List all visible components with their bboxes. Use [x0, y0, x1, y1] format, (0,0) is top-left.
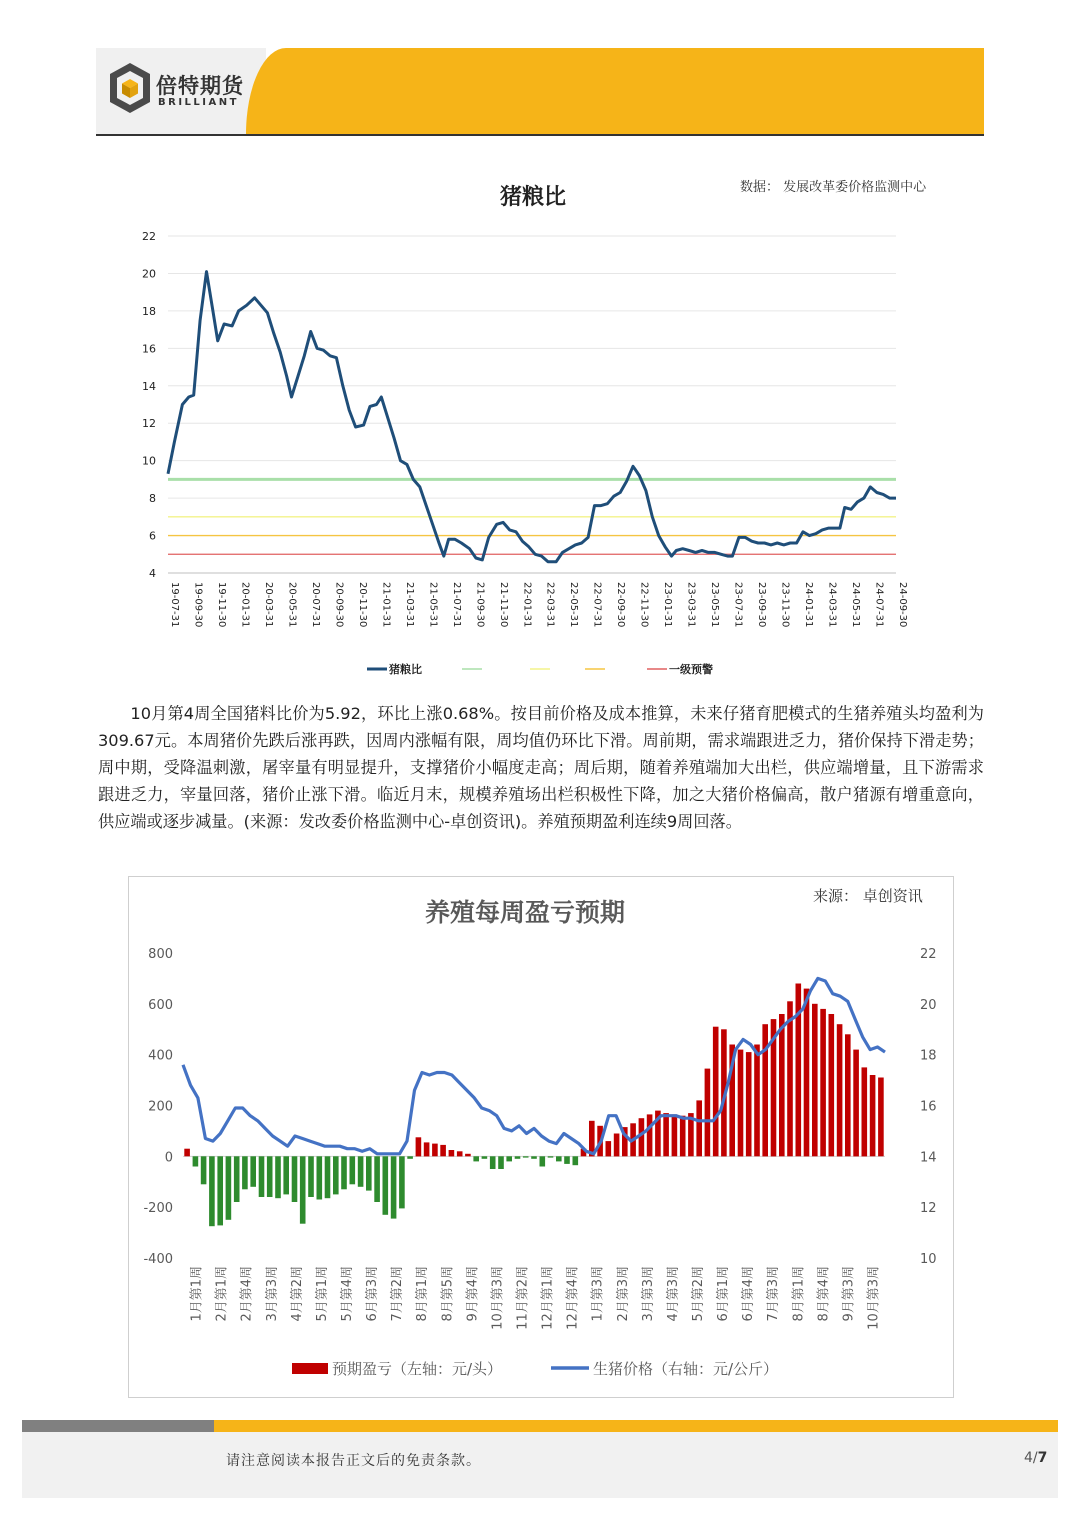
- chart2-profit-bar: [845, 1034, 851, 1156]
- chart1-x-tick: 24-05-31: [850, 582, 862, 628]
- chart2-profit-bar: [705, 1069, 711, 1157]
- chart2-x-tick: 10月第3周: [866, 1266, 882, 1330]
- chart1-x-tick: 21-11-30: [497, 582, 509, 628]
- chart2-profit-bar: [573, 1156, 579, 1165]
- chart2-profit-bar: [523, 1156, 529, 1157]
- chart2-x-tick: 5月第1周: [314, 1266, 330, 1322]
- chart1-x-tick: 22-05-31: [568, 582, 580, 628]
- chart2-profit-bar: [184, 1149, 190, 1157]
- chart2-profit-bar: [465, 1154, 471, 1157]
- chart2-profit-bar: [432, 1144, 438, 1157]
- chart1-x-tick: 20-03-31: [262, 582, 274, 628]
- chart2-x-tick: 6月第3周: [365, 1266, 381, 1322]
- chart2-profit-bar: [531, 1156, 537, 1159]
- chart2-legend-bar-swatch: [292, 1363, 328, 1374]
- chart2-profit-bar: [556, 1156, 562, 1161]
- chart2-profit-bar: [399, 1156, 405, 1208]
- chart2-x-tick: 10月第3周: [490, 1266, 506, 1330]
- chart2-x-tick: 3月第3周: [264, 1266, 280, 1322]
- chart1-x-tick: 21-01-31: [380, 582, 392, 628]
- chart1-x-tick: 23-09-30: [756, 582, 768, 628]
- chart1-x-tick: 19-11-30: [215, 582, 227, 628]
- chart2-profit-bar: [680, 1116, 686, 1157]
- chart2-profit-bar: [242, 1156, 248, 1189]
- chart1-x-tick: 20-05-31: [286, 582, 298, 628]
- pig-grain-ratio-chart: [130, 170, 960, 690]
- chart2-x-tick: 12月第4周: [565, 1266, 581, 1330]
- chart2-profit-bar: [506, 1156, 512, 1161]
- chart2-x-tick: 5月第4周: [339, 1266, 355, 1322]
- chart2-profit-bar: [548, 1156, 554, 1157]
- chart1-x-tick: 22-11-30: [638, 582, 650, 628]
- chart2-profit-bar: [762, 1024, 768, 1156]
- footer-yellow-bar: [214, 1420, 1058, 1432]
- header-rule: [96, 134, 984, 136]
- chart1-y-tick: 22: [142, 230, 156, 243]
- chart1-y-tick: 4: [149, 567, 156, 580]
- analysis-paragraph: 10月第4周全国猪料比价为5.92，环比上涨0.68%。按目前价格及成本推算，未来仔猪育肥模式的生猪养殖头均盈利为309.67元。本周猪价先跌后涨再跌，因周内涨幅有限，周均值仍环比下滑。周前期，需求端跟进乏力，猪价保持下滑走势；周中期，受降温刺激，屠宰量有明显提升，支撑猪价小幅度走高；周后期，随着养殖端加大出栏，供应端增量，且下游需求跟进乏力，宰量回落，猪价止涨下滑。临近月末，规模养殖场出栏积极性下降，加之大猪价格偏高，散户猪源有增重意向，供应端或逐步减量。(来源：发改委价格监测中心-卓创资讯)。养殖预期盈利连续9周回落。: [98, 704, 984, 831]
- chart2-profit-bar: [515, 1156, 521, 1159]
- chart2-x-tick: 2月第1周: [214, 1266, 230, 1322]
- chart1-x-tick: 24-03-31: [826, 582, 838, 628]
- chart1-x-tick: 22-07-31: [591, 582, 603, 628]
- chart2-profit-bar: [341, 1156, 347, 1189]
- logo-english-name: BRILLIANT: [158, 97, 239, 108]
- chart2-left-y-tick: 0: [164, 1150, 173, 1166]
- chart2-profit-bar: [837, 1024, 843, 1156]
- chart2-profit-bar: [283, 1156, 289, 1194]
- chart1-y-tick: 20: [142, 267, 156, 281]
- chart2-profit-bar: [250, 1156, 256, 1187]
- chart1-y-tick: 12: [142, 417, 156, 431]
- chart2-plot: [129, 877, 953, 1397]
- chart1-series-line: [168, 272, 896, 562]
- chart1-x-tick: 21-09-30: [474, 582, 486, 628]
- chart1-x-tick: 24-01-31: [803, 582, 815, 628]
- chart2-profit-bar: [407, 1156, 413, 1159]
- logo-chinese-name: 倍特期货: [156, 74, 244, 98]
- chart2-profit-bar: [325, 1156, 331, 1198]
- header-yellow-band: [246, 48, 984, 134]
- chart2-profit-bar: [713, 1027, 719, 1157]
- chart2-profit-bar: [317, 1156, 323, 1199]
- footer-background: [22, 1432, 1058, 1498]
- chart2-x-tick: 11月第2周: [515, 1266, 531, 1330]
- chart1-x-tick: 22-03-31: [544, 582, 556, 628]
- chart1-y-tick: 6: [149, 529, 156, 543]
- chart2-legend-bar-label: 预期盈亏（左轴：元/头）: [332, 1360, 503, 1378]
- chart1-x-tick: 20-01-31: [239, 582, 251, 628]
- chart2-profit-bar: [696, 1100, 702, 1156]
- chart2-profit-bar: [457, 1151, 463, 1156]
- chart1-legend-label: 猪粮比: [389, 663, 422, 676]
- chart2-profit-bar: [779, 1014, 785, 1156]
- chart2-profit-bar: [275, 1156, 281, 1198]
- chart1-x-tick: 20-07-31: [309, 582, 321, 628]
- chart2-profit-bar: [424, 1142, 430, 1156]
- weekly-profit-chart: [128, 876, 954, 1398]
- chart2-profit-bar: [308, 1156, 314, 1197]
- chart2-profit-bar: [350, 1156, 356, 1184]
- chart1-source: 数据： 发展改革委价格监测中心: [740, 180, 927, 195]
- chart2-left-y-tick: -200: [143, 1201, 173, 1217]
- chart2-x-tick: 9月第3周: [841, 1266, 857, 1322]
- chart2-x-tick: 8月第1周: [415, 1266, 431, 1322]
- chart1-x-tick: 20-11-30: [356, 582, 368, 628]
- chart1-x-tick: 23-03-31: [685, 582, 697, 628]
- chart2-profit-bar: [870, 1075, 876, 1156]
- chart2-right-y-tick: 10: [920, 1252, 937, 1267]
- chart1-x-tick: 23-11-30: [779, 582, 791, 628]
- chart2-profit-bar: [473, 1156, 479, 1161]
- page-number: 4/7: [1024, 1450, 1048, 1466]
- disclaimer-note: 请注意阅读本报告正文后的免责条款。: [226, 1453, 481, 1469]
- chart2-profit-bar: [440, 1145, 446, 1156]
- chart2-profit-bar: [498, 1156, 504, 1169]
- chart2-x-tick: 8月第1周: [791, 1266, 807, 1322]
- chart2-x-tick: 1月第1周: [189, 1266, 205, 1322]
- chart2-x-tick: 9月第4周: [465, 1266, 481, 1322]
- chart2-profit-bar: [672, 1114, 678, 1156]
- chart2-profit-bar: [754, 1045, 760, 1157]
- chart1-x-tick: 19-09-30: [192, 582, 204, 628]
- report-header: [96, 48, 984, 134]
- chart2-profit-bar: [738, 1050, 744, 1157]
- chart2-profit-bar: [391, 1156, 397, 1218]
- chart2-x-tick: 3月第3周: [640, 1266, 656, 1322]
- chart1-plot: [130, 170, 960, 690]
- chart2-profit-bar: [853, 1050, 859, 1157]
- chart2-x-tick: 6月第4周: [741, 1266, 757, 1322]
- chart2-profit-bar: [564, 1156, 570, 1164]
- chart2-title: 养殖每周盈亏预期: [425, 898, 626, 927]
- chart2-right-y-tick: 14: [920, 1150, 937, 1166]
- chart1-x-tick: 22-01-31: [521, 582, 533, 628]
- chart2-x-tick: 12月第1周: [540, 1266, 556, 1330]
- chart2-profit-bar: [482, 1156, 488, 1159]
- chart1-y-tick: 14: [142, 379, 156, 393]
- chart2-profit-bar: [746, 1052, 752, 1156]
- chart2-profit-bar: [193, 1156, 199, 1166]
- chart2-x-tick: 4月第2周: [289, 1266, 305, 1322]
- chart2-left-y-tick: -400: [143, 1252, 173, 1267]
- chart2-profit-bar: [209, 1156, 215, 1226]
- chart2-left-y-tick: 200: [148, 1099, 173, 1115]
- chart2-profit-bar: [366, 1156, 372, 1190]
- chart2-profit-bar: [614, 1134, 620, 1157]
- chart1-x-tick: 24-07-31: [873, 582, 885, 628]
- chart2-left-y-tick: 800: [148, 947, 173, 962]
- chart2-profit-bar: [787, 1001, 793, 1156]
- chart2-x-tick: 8月第4周: [816, 1266, 832, 1322]
- chart2-profit-bar: [663, 1113, 669, 1156]
- chart1-y-tick: 8: [149, 492, 156, 506]
- chart2-profit-bar: [383, 1156, 389, 1215]
- chart2-right-y-tick: 20: [920, 997, 937, 1013]
- footer-grey-bar: [22, 1420, 214, 1432]
- chart2-profit-bar: [540, 1156, 546, 1166]
- chart1-x-tick: 20-09-30: [333, 582, 345, 628]
- chart1-x-tick: 21-05-31: [427, 582, 439, 628]
- chart1-x-tick: 23-07-31: [732, 582, 744, 628]
- chart2-x-tick: 2月第4周: [239, 1266, 255, 1322]
- chart1-x-tick: 22-09-30: [615, 582, 627, 628]
- chart1-x-tick: 19-07-31: [169, 582, 180, 628]
- chart1-y-tick: 16: [142, 342, 156, 356]
- chart2-profit-bar: [217, 1156, 223, 1225]
- chart2-profit-bar: [878, 1078, 884, 1157]
- chart2-x-tick: 7月第3周: [766, 1266, 782, 1322]
- chart2-profit-bar: [234, 1156, 240, 1202]
- chart2-x-tick: 2月第3周: [615, 1266, 631, 1322]
- chart2-right-y-tick: 22: [920, 947, 937, 962]
- chart2-right-y-tick: 12: [920, 1201, 937, 1217]
- chart2-x-tick: 6月第1周: [716, 1266, 732, 1322]
- chart2-profit-bar: [374, 1156, 380, 1202]
- chart2-x-tick: 5月第2周: [690, 1266, 706, 1322]
- chart2-profit-bar: [804, 989, 810, 1157]
- chart2-right-y-tick: 16: [920, 1099, 937, 1115]
- chart1-x-tick: 21-03-31: [403, 582, 415, 628]
- chart2-profit-bar: [647, 1114, 653, 1156]
- chart2-profit-bar: [201, 1156, 207, 1184]
- chart2-x-tick: 8月第5周: [440, 1266, 456, 1322]
- chart2-profit-bar: [226, 1156, 232, 1220]
- chart2-right-y-tick: 18: [920, 1048, 937, 1064]
- chart2-profit-bar: [829, 1014, 835, 1156]
- chart2-profit-bar: [259, 1156, 265, 1197]
- chart2-profit-bar: [862, 1067, 868, 1156]
- chart2-profit-bar: [449, 1150, 455, 1156]
- chart2-profit-bar: [292, 1156, 298, 1202]
- chart2-x-tick: 4月第3周: [665, 1266, 681, 1322]
- chart2-legend-line-label: 生猪价格（右轴：元/公斤）: [593, 1360, 779, 1378]
- chart2-profit-bar: [820, 1009, 826, 1156]
- chart1-y-tick: 18: [142, 304, 156, 318]
- chart2-left-y-tick: 600: [148, 997, 173, 1013]
- chart2-profit-bar: [812, 1004, 818, 1157]
- chart2-profit-bar: [300, 1156, 306, 1223]
- chart2-source: 来源： 卓创资讯: [813, 887, 923, 905]
- chart2-profit-bar: [416, 1137, 422, 1156]
- chart1-title: 猪粮比: [500, 185, 567, 210]
- chart2-profit-bar: [358, 1156, 364, 1187]
- chart2-x-tick: 1月第3周: [590, 1266, 606, 1322]
- chart2-profit-bar: [490, 1156, 496, 1169]
- chart2-profit-bar: [333, 1156, 339, 1194]
- chart2-left-y-tick: 400: [148, 1048, 173, 1064]
- chart1-x-tick: 23-01-31: [662, 582, 674, 628]
- chart1-x-tick: 23-05-31: [709, 582, 721, 628]
- chart2-profit-bar: [267, 1156, 273, 1197]
- chart1-y-tick: 10: [142, 454, 156, 468]
- chart1-legend-label: 一级预警: [669, 663, 713, 676]
- chart2-profit-bar: [606, 1141, 612, 1156]
- company-logo-icon: [108, 61, 152, 117]
- chart2-x-tick: 7月第2周: [390, 1266, 406, 1322]
- chart1-x-tick: 21-07-31: [450, 582, 462, 628]
- chart1-x-tick: 24-09-30: [897, 582, 908, 628]
